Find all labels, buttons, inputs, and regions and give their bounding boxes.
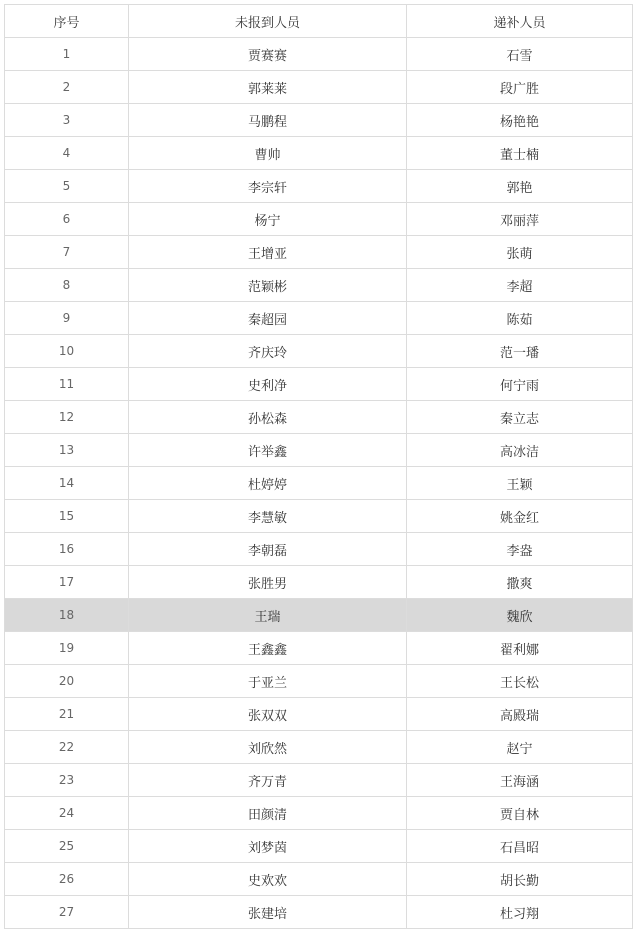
cell-absent-person: 王瑞 xyxy=(129,599,407,632)
cell-substitute-person: 魏欣 xyxy=(407,599,633,632)
cell-absent-person: 王增亚 xyxy=(129,236,407,269)
cell-substitute-person: 王颖 xyxy=(407,467,633,500)
cell-absent-person: 齐万青 xyxy=(129,764,407,797)
cell-serial-number: 14 xyxy=(5,467,129,500)
cell-substitute-person: 段广胜 xyxy=(407,71,633,104)
cell-substitute-person: 何宁雨 xyxy=(407,368,633,401)
cell-serial-number: 27 xyxy=(5,896,129,929)
cell-substitute-person: 赵宁 xyxy=(407,731,633,764)
cell-substitute-person: 王长松 xyxy=(407,665,633,698)
cell-absent-person: 刘欣然 xyxy=(129,731,407,764)
cell-serial-number: 17 xyxy=(5,566,129,599)
table-row xyxy=(5,71,633,104)
cell-absent-person: 秦超园 xyxy=(129,302,407,335)
cell-serial-number: 5 xyxy=(5,170,129,203)
cell-serial-number: 6 xyxy=(5,203,129,236)
table-row xyxy=(5,236,633,269)
cell-serial-number: 20 xyxy=(5,665,129,698)
cell-serial-number: 15 xyxy=(5,500,129,533)
cell-absent-person: 张胜男 xyxy=(129,566,407,599)
cell-absent-person: 史欢欢 xyxy=(129,863,407,896)
cell-absent-person: 史利净 xyxy=(129,368,407,401)
cell-absent-person: 贾赛赛 xyxy=(129,38,407,71)
cell-serial-number: 19 xyxy=(5,632,129,665)
table-row xyxy=(5,599,633,632)
table-row xyxy=(5,137,633,170)
cell-absent-person: 李宗轩 xyxy=(129,170,407,203)
cell-serial-number: 9 xyxy=(5,302,129,335)
cell-substitute-person: 王海涵 xyxy=(407,764,633,797)
table-row xyxy=(5,467,633,500)
cell-serial-number: 10 xyxy=(5,335,129,368)
cell-substitute-person: 李超 xyxy=(407,269,633,302)
cell-absent-person: 孙松森 xyxy=(129,401,407,434)
cell-serial-number: 2 xyxy=(5,71,129,104)
cell-absent-person: 李慧敏 xyxy=(129,500,407,533)
cell-substitute-person: 李盎 xyxy=(407,533,633,566)
table-row xyxy=(5,335,633,368)
header-serial-number: 序号 xyxy=(5,5,129,38)
cell-serial-number: 25 xyxy=(5,830,129,863)
replacement-table xyxy=(4,4,633,929)
cell-serial-number: 8 xyxy=(5,269,129,302)
cell-substitute-person: 张萌 xyxy=(407,236,633,269)
cell-serial-number: 1 xyxy=(5,38,129,71)
cell-serial-number: 26 xyxy=(5,863,129,896)
table-header-row xyxy=(5,5,633,38)
table-row xyxy=(5,269,633,302)
cell-absent-person: 于亚兰 xyxy=(129,665,407,698)
cell-substitute-person: 陈茹 xyxy=(407,302,633,335)
header-substitute-person: 递补人员 xyxy=(407,5,633,38)
table-body xyxy=(5,38,633,929)
cell-serial-number: 23 xyxy=(5,764,129,797)
cell-substitute-person: 石昌昭 xyxy=(407,830,633,863)
table-row xyxy=(5,830,633,863)
cell-substitute-person: 翟利娜 xyxy=(407,632,633,665)
header-absent-person: 未报到人员 xyxy=(129,5,407,38)
cell-substitute-person: 杜习翔 xyxy=(407,896,633,929)
cell-substitute-person: 石雪 xyxy=(407,38,633,71)
table-row xyxy=(5,566,633,599)
table-row xyxy=(5,665,633,698)
table-row xyxy=(5,38,633,71)
table-row xyxy=(5,302,633,335)
cell-absent-person: 许举鑫 xyxy=(129,434,407,467)
cell-absent-person: 张建培 xyxy=(129,896,407,929)
table-row xyxy=(5,797,633,830)
cell-serial-number: 16 xyxy=(5,533,129,566)
table-row xyxy=(5,731,633,764)
table-row xyxy=(5,434,633,467)
replacement-list-container xyxy=(4,4,632,929)
table-row xyxy=(5,170,633,203)
cell-absent-person: 马鹏程 xyxy=(129,104,407,137)
cell-absent-person: 曹帅 xyxy=(129,137,407,170)
table-row xyxy=(5,698,633,731)
cell-absent-person: 田颜清 xyxy=(129,797,407,830)
cell-serial-number: 21 xyxy=(5,698,129,731)
cell-substitute-person: 高冰洁 xyxy=(407,434,633,467)
cell-serial-number: 24 xyxy=(5,797,129,830)
cell-substitute-person: 郭艳 xyxy=(407,170,633,203)
cell-substitute-person: 邓丽萍 xyxy=(407,203,633,236)
cell-absent-person: 王鑫鑫 xyxy=(129,632,407,665)
table-row xyxy=(5,203,633,236)
cell-substitute-person: 范一璠 xyxy=(407,335,633,368)
cell-substitute-person: 姚金红 xyxy=(407,500,633,533)
cell-absent-person: 齐庆玲 xyxy=(129,335,407,368)
cell-absent-person: 杨宁 xyxy=(129,203,407,236)
table-row xyxy=(5,368,633,401)
cell-absent-person: 李朝磊 xyxy=(129,533,407,566)
table-row xyxy=(5,533,633,566)
cell-serial-number: 7 xyxy=(5,236,129,269)
cell-substitute-person: 高殿瑞 xyxy=(407,698,633,731)
cell-serial-number: 18 xyxy=(5,599,129,632)
table-row xyxy=(5,863,633,896)
cell-serial-number: 12 xyxy=(5,401,129,434)
cell-absent-person: 张双双 xyxy=(129,698,407,731)
cell-absent-person: 范颖彬 xyxy=(129,269,407,302)
cell-substitute-person: 胡长勤 xyxy=(407,863,633,896)
cell-substitute-person: 撒爽 xyxy=(407,566,633,599)
table-row xyxy=(5,401,633,434)
cell-absent-person: 杜婷婷 xyxy=(129,467,407,500)
table-row xyxy=(5,500,633,533)
cell-serial-number: 3 xyxy=(5,104,129,137)
table-row xyxy=(5,104,633,137)
cell-serial-number: 11 xyxy=(5,368,129,401)
cell-absent-person: 郭莱莱 xyxy=(129,71,407,104)
cell-serial-number: 13 xyxy=(5,434,129,467)
table-row xyxy=(5,632,633,665)
cell-serial-number: 4 xyxy=(5,137,129,170)
cell-substitute-person: 秦立志 xyxy=(407,401,633,434)
cell-substitute-person: 董士楠 xyxy=(407,137,633,170)
table-row xyxy=(5,896,633,929)
cell-substitute-person: 杨艳艳 xyxy=(407,104,633,137)
cell-absent-person: 刘梦茵 xyxy=(129,830,407,863)
cell-serial-number: 22 xyxy=(5,731,129,764)
table-row xyxy=(5,764,633,797)
cell-substitute-person: 贾自林 xyxy=(407,797,633,830)
